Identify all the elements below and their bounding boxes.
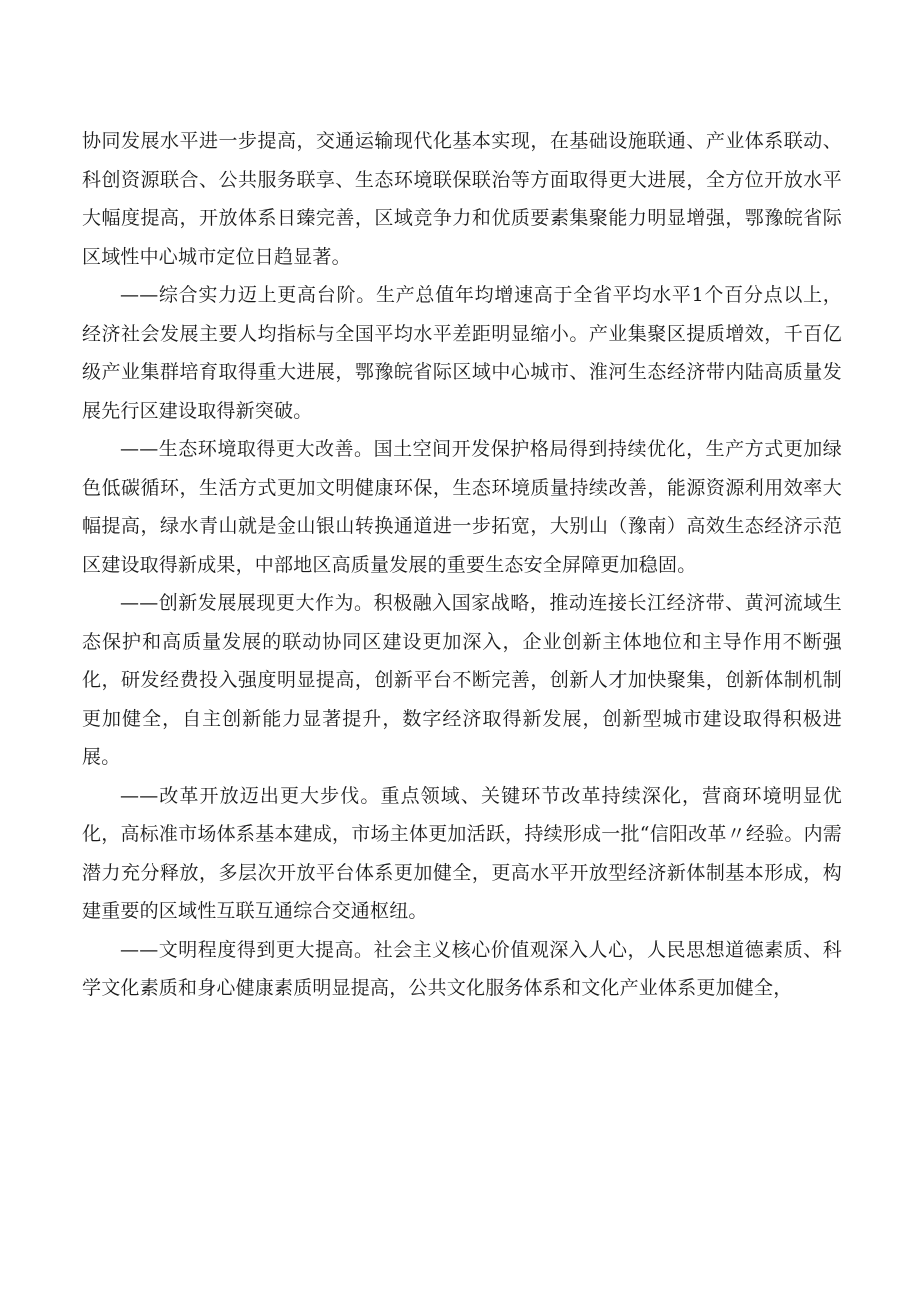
- paragraph-continuation: 协同发展水平进一步提高，交通运输现代化基本实现，在基础设施联通、产业体系联动、科创资源联合、公共服务联享、生态环境联保联治等方面取得更大进展，全方位开放水平大幅度提高，开放体系日臻完善，区域竞争力和优质要素集聚能力明显增强，鄂豫皖省际区域性中心城市定位日趋显著。: [82, 130, 842, 268]
- paragraph-civilization-level: ——文明程度得到更大提高。社会主义核心价值观深入人心，人民思想道德素质、科学文化素质和身心健康素质明显提高，公共文化服务体系和文化产业体系更加健全，: [82, 938, 842, 999]
- paragraph-comprehensive-strength: ——综合实力迈上更高台阶。生产总值年均增速高于全省平均水平1个百分点以上，经济社会发展主要人均指标与全国平均水平差距明显缩小。产业集聚区提质增效，千百亿级产业集群培育取得重大进展，鄂豫皖省际区域中心城市、淮河生态经济带内陆高质量发展先行区建设取得新突破。: [82, 284, 842, 422]
- paragraph-reform-opening: ——改革开放迈出更大步伐。重点领域、关键环节改革持续深化，营商环境明显优化，高标准市场体系基本建成，市场主体更加活跃，持续形成一批“信阳改革〃经验。内需潜力充分释放，多层次开放平台体系更加健全，更高水平开放型经济新体制基本形成，构建重要的区域性互联互通综合交通枢纽。: [82, 784, 842, 922]
- paragraph-ecological-environment: ——生态环境取得更大改善。国土空间开发保护格局得到持续优化，生产方式更加绿色低碳循环，生活方式更加文明健康环保，生态环境质量持续改善，能源资源利用效率大幅提高，绿水青山就是金山银山转换通道进一步拓宽，大别山（豫南）高效生态经济示范区建设取得新成果，中部地区高质量发展的重要生态安全屏障更加稳固。: [82, 438, 842, 576]
- document-body: [82, 122, 842, 1008]
- paragraph-innovation-development: ——创新发展展现更大作为。积极融入国家战略，推动连接长江经济带、黄河流域生态保护和高质量发展的联动协同区建设更加深入，企业创新主体地位和主导作用不断强化，研发经费投入强度明显提高，创新平台不断完善，创新人才加快聚集，创新体制机制更加健全，自主创新能力显著提升，数字经济取得新发展，创新型城市建设取得积极进展。: [82, 592, 842, 768]
